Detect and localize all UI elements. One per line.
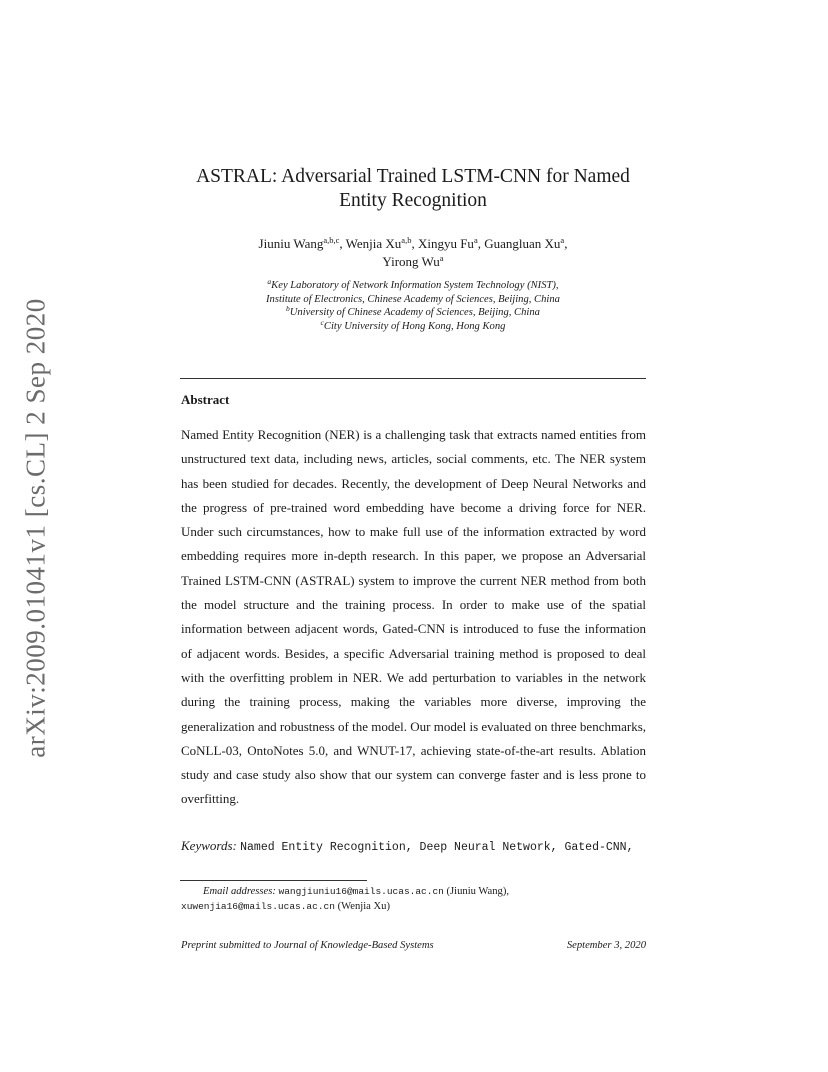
email-address-link[interactable]: xuwenjia16@mails.ucas.ac.cn [181,901,335,912]
arxiv-identifier-stamp: arXiv:2009.01041v1 [cs.CL] 2 Sep 2020 [20,298,51,758]
header-divider [180,378,646,379]
affiliation-b: $^b$University of Chinese Academy of Sciences, Beijing, China [286,304,540,319]
affiliation-c: $^c$City University of Hong Kong, Hong Kong [320,317,506,332]
affiliation-a-cont: Institute of Electronics, Chinese Academy of Sciences, Beijing, China [266,293,560,305]
email-owner: (Jiuniu Wang), [446,886,510,897]
author-name: Guangluan Xu [484,236,561,251]
abstract-heading: Abstract [181,392,230,407]
preprint-notice: Preprint submitted to Journal of Knowledge-Based Systems [181,940,434,951]
author-affil-mark: a [439,253,444,263]
email-label: Email addresses: [203,886,276,897]
author-name: Xingyu Fu [417,236,474,251]
email-owner: (Wenjia Xu) [337,901,390,912]
keywords-list: Named Entity Recognition, Deep Neural Network, Gated-CNN, [240,841,634,854]
affiliation-a: $^a$Key Laboratory of Network Information System Technology (NIST), [267,277,559,291]
email-address-link[interactable]: wangjiuniu16@mails.ucas.ac.cn [278,886,444,897]
author-affil-mark: a,b,c [323,235,340,245]
submission-date: September 3, 2020 [566,940,646,951]
author-affil-mark: a [560,235,565,245]
author-affil-mark: a,b [401,235,412,245]
keywords [181,838,633,854]
author-name: Wenjia Xu [345,236,402,251]
author-name: Yirong Wu [382,254,440,269]
author-list: Jiuniu Wang$^{a,b,c}$, Wenjia Xu$^{a,b}$, Xingyu Fu$^a$, Guangluan Xu$^a$, Yirong Wu$^a$ [258,235,568,269]
email-footnote [181,884,647,914]
paper-title: ASTRAL: Adversarial Trained LSTM-CNN for Named Entity Recognition [196,166,630,211]
footnote-divider [180,880,367,881]
abstract-body: Named Entity Recognition (NER) is a challenging task that extracts named entities from unstructured text data, including news, articles, social comments, etc. The NER system has been studied for decades. Recently, the development of Deep Neural Networks and the progress of pre-trained word embedding have become a driving force for NER. Under such circumstances, how to make full use of the information extracted by word embedding requires more in-depth research. In this paper, we propose an Adversarial Trained LSTM-CNN (ASTRAL) system to improve the current NER method from both the model structure and the training process. In order to make use of the spatial information between adjacent words, Gated-CNN is introduced to fuse the information of adjacent words. Besides, a specific Adversarial training method is proposed to deal with the overfitting problem in NER. We add perturbation to variables in the network during the training process, making the variables more diverse, improving the generalization and robustness of the model. Our model is evaluated on three benchmarks, CoNLL-03, OntoNotes 5.0, and WNUT-17, achieving state-of-the-art results. Ablation study and case study also show that our system can converge faster and is less prone to overfitting. [181,427,646,807]
affiliations [180,279,646,333]
author-affil-mark: a [473,235,478,245]
keywords-label: Keywords: [181,838,237,853]
author-name: Jiuniu Wang [258,236,324,251]
